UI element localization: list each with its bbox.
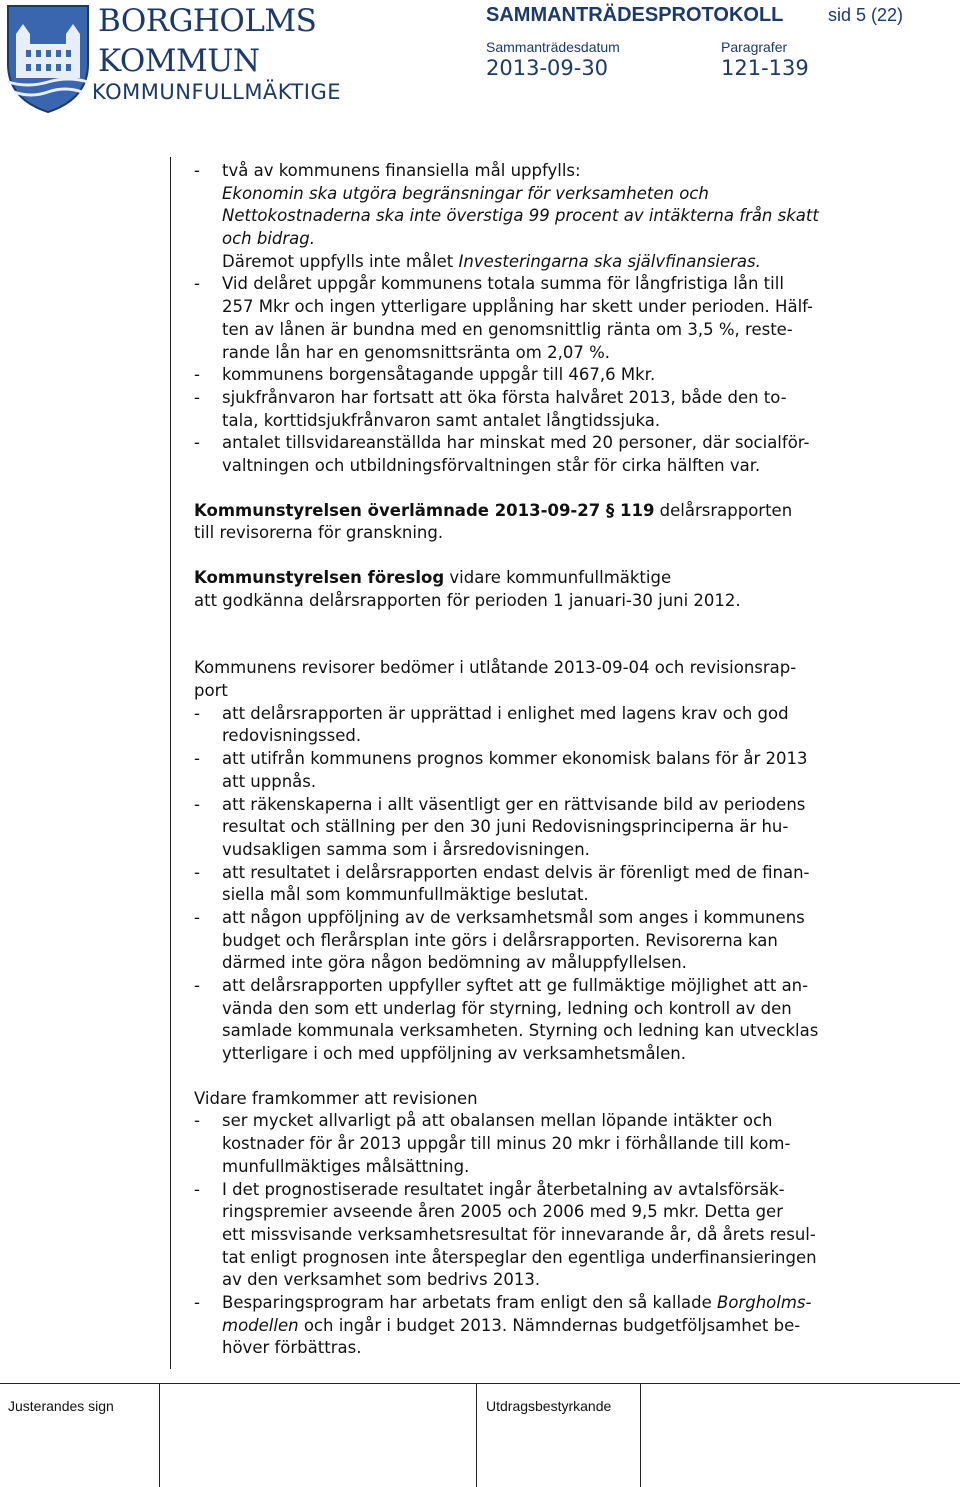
protocol-body	[194, 160, 914, 1360]
utdragsbestyrkande-label: Utdragsbestyrkande	[486, 1398, 612, 1414]
text-line: Vidare framkommer att revisionen	[194, 1088, 478, 1108]
text-line: därmed inte göra någon bedömning av måluppfyllelsen.	[222, 953, 687, 973]
text-line: av den verksamhet som bedrivs 2013.	[222, 1270, 541, 1290]
justerandes-sign-label: Justerandes sign	[8, 1398, 114, 1414]
footer-divider	[476, 1383, 477, 1487]
paragraphs-label: Paragrafer	[721, 39, 788, 55]
text-line: tala, korttidsjukfrånvaron samt antalet långtidssjuka.	[222, 410, 661, 430]
footer-rule	[0, 1383, 960, 1384]
list-item: - att utifrån kommunens prognos kommer ekonomisk balans för år 2013	[194, 749, 808, 769]
organisation-name: BORGHOLMS	[98, 3, 317, 39]
meeting-date-label: Sammanträdesdatum	[486, 39, 620, 55]
text-line: kostnader för år 2013 uppgår till minus 20 mkr i förhållande till kom-	[222, 1134, 791, 1154]
text-line: 257 Mkr och ingen ytterligare upplåning har skett under perioden. Hälf-	[222, 297, 814, 317]
text-line: siella mål som kommunfullmäktige beslutat.	[222, 885, 589, 905]
page-number: sid 5 (22)	[828, 5, 904, 25]
footer-divider	[159, 1383, 160, 1487]
text-line: Kommunens revisorer bedömer i utlåtande 2013-09-04 och revisionsrap-	[194, 658, 797, 678]
text-line: ten av lånen är bundna med en genomsnittlig ränta om 3,5 %, reste-	[222, 319, 793, 339]
text-line: munfullmäktiges målsättning.	[222, 1156, 470, 1176]
text-line: ytterligare i och med uppföljning av verksamhetsmålen.	[222, 1044, 686, 1064]
text-line: att godkänna delårsrapporten för perioden 1 januari-30 juni 2012.	[194, 590, 741, 610]
meeting-date-value: 2013-09-30	[486, 56, 609, 80]
list-item: - att delårsrapporten uppfyller syftet att ge fullmäktige möjlighet att an-	[194, 976, 809, 995]
text-line: höver förbättras.	[222, 1338, 362, 1358]
text-line: Kommunstyrelsen överlämnade 2013-09-27 § 119 delårsrapporten	[194, 500, 793, 520]
text-line: samlade kommunala verksamheten. Styrning och ledning kan utvecklas	[222, 1021, 819, 1041]
list-item: - I det prognostiserade resultatet ingår återbetalning av avtalsförsäk-	[194, 1179, 785, 1199]
list-item: - att resultatet i delårsrapporten endast delvis är förenligt med de finan-	[194, 862, 810, 882]
text-line: modellen och ingår i budget 2013. Nämndernas budgetföljsamhet be-	[222, 1315, 801, 1335]
text-line: till revisorerna för granskning.	[194, 523, 444, 543]
left-margin-rule	[170, 157, 171, 1369]
text-line: tat enligt prognosen inte återspeglar den egentliga underfinansieringen	[222, 1247, 817, 1267]
text-line: vudsakligen samma som i årsredovisningen.	[222, 839, 590, 859]
text-line: Kommunstyrelsen föreslog vidare kommunfullmäktige	[194, 568, 672, 587]
text-line: och bidrag.	[222, 229, 316, 249]
text-line: port	[194, 681, 228, 701]
list-item: - antalet tillsvidareanställda har minskat med 20 personer, där socialför-	[194, 433, 810, 453]
paragraphs-value: 121-139	[721, 56, 809, 80]
organisation-name-line2: KOMMUN	[98, 43, 260, 79]
text-line: resultat och ställning per den 30 juni Redovisningsprinciperna är hu-	[222, 817, 789, 837]
document-title: SAMMANTRÄDESPROTOKOLL	[486, 4, 784, 26]
text-line: rande lån har en genomsnittsränta om 2,07 %.	[222, 342, 610, 362]
text-line: Ekonomin ska utgöra begränsningar för verksamheten och	[222, 183, 709, 203]
list-item: - att räkenskaperna i allt väsentligt ger en rättvisande bild av periodens	[194, 794, 806, 814]
text-line: budget och flerårsplan inte görs i delårsrapporten. Revisorerna kan	[222, 930, 778, 950]
list-item: - kommunens borgensåtagande uppgår till 467,6 Mkr.	[194, 365, 656, 385]
list-item: - att någon uppföljning av de verksamhetsmål som anges i kommunens	[194, 907, 805, 927]
municipal-crest-icon	[6, 4, 90, 114]
text-line: Däremot uppfylls inte målet Investeringarna ska självfinansieras.	[222, 251, 761, 271]
text-line: ringspremier avseende åren 2005 och 2006 med 9,5 mkr. Detta ger	[222, 1202, 783, 1222]
text-line: att uppnås.	[222, 771, 317, 791]
text-line: redovisningssed.	[222, 726, 362, 746]
text-line: vända den som ett underlag för styrning, ledning och kontroll av den	[222, 998, 792, 1018]
list-item: - två av kommunens finansiella mål uppfylls:	[194, 161, 581, 180]
text-line: valtningen och utbildningsförvaltningen står för cirka hälften var.	[222, 455, 761, 475]
text-line: Nettokostnaderna ska inte överstiga 99 procent av intäkterna från skatt	[222, 206, 819, 226]
list-item: - att delårsrapporten är upprättad i enlighet med lagens krav och god	[194, 703, 789, 723]
list-item: - ser mycket allvarligt på att obalansen mellan löpande intäkter och	[194, 1111, 773, 1131]
text-line: ett missvisande verksamhetsresultat för innevarande år, då årets resul-	[222, 1224, 816, 1244]
list-item: - sjukfrånvaron har fortsatt att öka första halvåret 2013, både den to-	[194, 387, 787, 407]
footer-divider	[640, 1383, 641, 1487]
list-item: - Vid delåret uppgår kommunens totala summa för långfristiga lån till	[194, 274, 784, 294]
department-name: KOMMUNFULLMÄKTIGE	[92, 80, 342, 104]
list-item: - Besparingsprogram har arbetats fram enligt den så kallade Borgholms-	[194, 1292, 812, 1312]
